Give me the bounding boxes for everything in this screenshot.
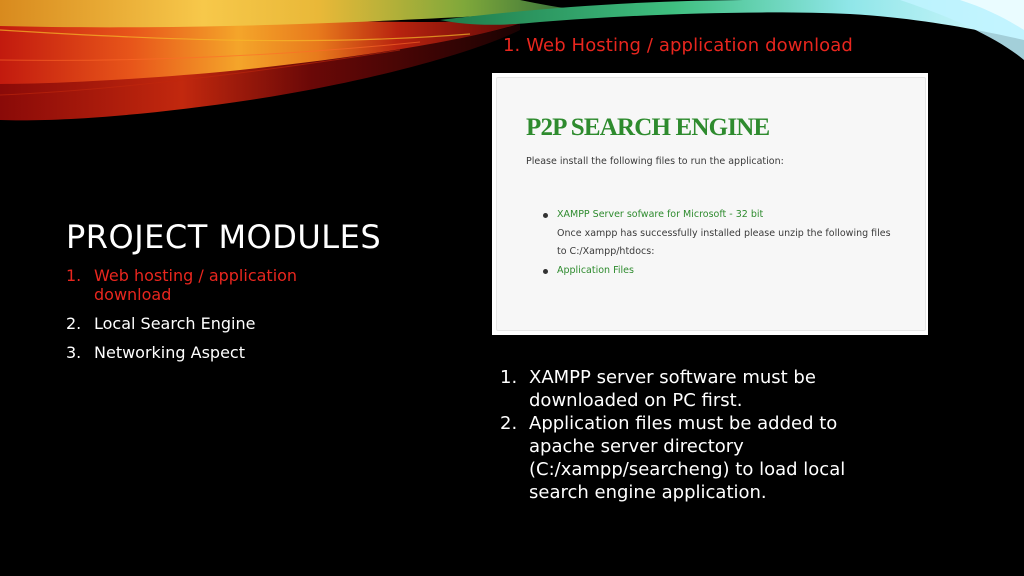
bullet-icon [543, 269, 548, 274]
module-item-web-hosting [66, 266, 366, 304]
note-text: Application files must be added to apache server directory (C:/xampp/searcheng) to load local search engine application. [529, 413, 846, 503]
app-download-note: Once xampp has successfully installed please unzip the following files to C:/Xampp/htdocs: [557, 227, 891, 257]
modules-list [66, 266, 366, 372]
app-heading: P2P SEARCH ENGINE [526, 114, 770, 141]
module-subtitle: 1. Web Hosting / application download [503, 35, 853, 56]
app-screenshot-card [496, 77, 926, 331]
bullet-icon [543, 213, 548, 218]
application-files-link[interactable]: Application Files [557, 264, 634, 276]
xampp-download-link[interactable]: XAMPP Server sofware for Microsoft - 32 bit [557, 209, 764, 220]
note-item [500, 412, 890, 504]
note-item [500, 366, 890, 412]
note-number: 2. [500, 413, 518, 434]
app-download-item [541, 206, 902, 262]
module-number: 2. [66, 314, 82, 333]
app-screenshot [492, 73, 928, 335]
note-number: 1. [500, 367, 518, 388]
module-item-networking [66, 343, 366, 362]
app-download-item [541, 262, 902, 281]
module-item-local-search [66, 314, 366, 333]
note-text: XAMPP server software must be downloaded on PC first. [529, 367, 816, 411]
app-instruction: Please install the following files to run the application: [526, 156, 784, 167]
module-label: Networking Aspect [94, 343, 245, 362]
module-label: Local Search Engine [94, 314, 256, 333]
slide-title: PROJECT MODULES [66, 218, 382, 256]
notes-list [500, 366, 890, 504]
module-number: 1. [66, 266, 82, 285]
module-label: Web hosting / application download [94, 266, 298, 304]
module-number: 3. [66, 343, 82, 362]
app-download-list [541, 206, 902, 280]
